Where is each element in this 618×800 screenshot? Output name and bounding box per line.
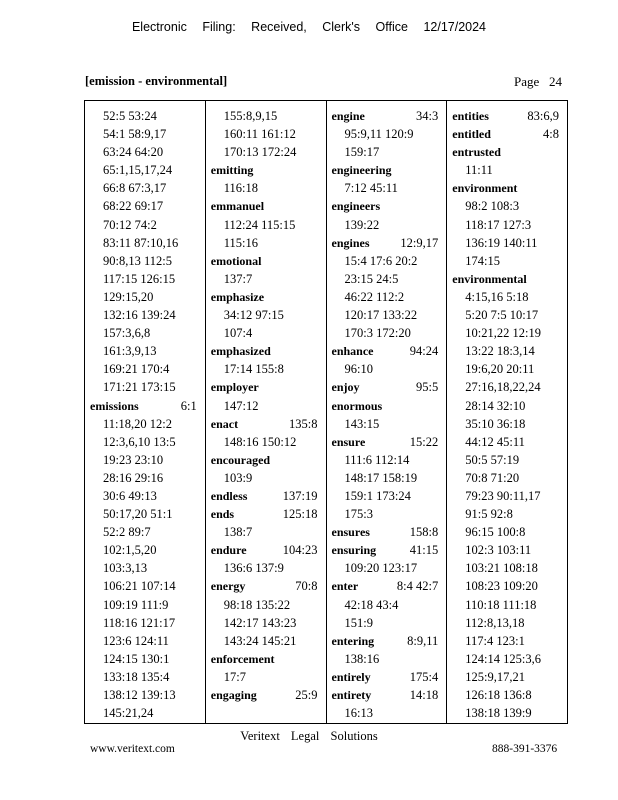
index-term-entry [327, 342, 447, 360]
index-refs-line: 112:24 115:15 [223, 217, 296, 232]
index-term: entering [331, 633, 375, 648]
index-term: endure [210, 543, 247, 558]
index-term: environmental [452, 271, 527, 286]
footer-company [0, 729, 618, 744]
index-term-entry [206, 577, 326, 595]
index-refs-line: 28:16 29:16 [103, 470, 164, 485]
index-refs-line: 110:18 111:18 [465, 597, 537, 612]
index-refs-line: 23:15 24:5 [344, 271, 399, 286]
index-refs-line: 70:12 74:2 [103, 217, 157, 232]
index-refs-line: 12:3,6,10 13:5 [103, 434, 176, 449]
index-term: engineering [331, 163, 392, 178]
index-refs-line: 15:4 17:6 20:2 [344, 253, 418, 268]
index-refs-line: 143:15 [344, 416, 380, 431]
index-refs-line: 157:3,6,8 [103, 326, 151, 341]
index-refs-line: 50:17,20 51:1 [103, 507, 173, 522]
index-term-entry [327, 541, 447, 559]
index-refs-line: 161:3,9,13 [103, 344, 157, 359]
index-term: ends [210, 507, 235, 522]
index-refs-line: 129:15,20 [103, 289, 154, 304]
filing-stamp [0, 20, 618, 34]
index-refs-line: 116:18 [223, 181, 259, 196]
page-label: Page [514, 74, 540, 89]
index-refs-line: 143:24 145:21 [223, 633, 297, 648]
index-refs-line: 10:21,22 12:19 [465, 326, 541, 341]
index-refs-line: 13:22 18:3,14 [465, 344, 535, 359]
index-refs-line: 44:12 45:11 [465, 434, 525, 449]
index-refs-line: 96:10 [344, 362, 373, 377]
index-term-refs: 70:8 [295, 579, 318, 594]
index-term-refs: 14:18 [409, 688, 439, 702]
index-term: emphasized [210, 344, 271, 359]
index-refs-line: 79:23 90:11,17 [465, 488, 541, 503]
index-refs-line: 112:8,13,18 [465, 615, 525, 630]
index-refs-line: 136:19 140:11 [465, 235, 538, 250]
index-refs-line: 19:23 23:10 [103, 452, 164, 467]
index-term-refs: 4:8 [543, 127, 559, 142]
index-refs-line: 175:3 [344, 507, 373, 522]
index-refs-line: 103:21 108:18 [465, 561, 538, 576]
index-refs-line: 108:23 109:20 [465, 579, 538, 594]
index-term-refs: 8:4 42:7 [396, 579, 439, 594]
index-refs-line: 96:15 100:8 [465, 525, 526, 540]
index-refs-line: 159:17 [344, 145, 380, 160]
index-refs-line: 109:20 123:17 [344, 561, 418, 576]
index-term: emitting [210, 163, 254, 178]
index-term: engines [331, 235, 370, 250]
filing-date: 12/17/2024 [423, 20, 487, 34]
index-refs-line: 170:13 172:24 [223, 145, 297, 160]
index-term-entry [206, 451, 326, 469]
index-term-entry [327, 577, 447, 595]
index-term: entirety [331, 688, 372, 702]
index-term: entitled [452, 127, 491, 142]
word-index-table [84, 100, 568, 724]
footer-word-legal: Legal [290, 729, 320, 743]
index-refs-line: 66:8 67:3,17 [103, 181, 167, 196]
index-range-header: [emission - environmental] [85, 74, 228, 88]
filing-word-clerks: Clerk's [322, 20, 361, 34]
index-refs-line: 42:18 43:4 [344, 597, 399, 612]
index-refs-line: 65:1,15,17,24 [103, 163, 173, 178]
index-refs-line: 28:14 32:10 [465, 398, 526, 413]
footer-phone: 888-391-3376 [492, 743, 558, 755]
index-term: ensuring [331, 543, 377, 558]
footer-word-solutions: Solutions [330, 729, 378, 743]
index-refs-line: 126:18 136:8 [465, 688, 532, 702]
index-refs-line: 159:1 173:24 [344, 488, 411, 503]
index-column-1 [85, 101, 206, 723]
index-term: emotional [210, 253, 262, 268]
index-term-refs: 41:15 [409, 543, 439, 558]
filing-word-received: Received, [251, 20, 307, 34]
index-refs-line: 132:16 139:24 [103, 308, 176, 323]
index-refs-line: 50:5 57:19 [465, 452, 520, 467]
index-refs-line: 54:1 58:9,17 [103, 127, 167, 142]
filing-word-electronic: Electronic [131, 20, 187, 34]
index-refs-line: 124:15 130:1 [103, 651, 170, 666]
index-refs-line: 102:3 103:11 [465, 543, 532, 558]
index-term-refs: 175:4 [409, 669, 439, 684]
index-term: employer [210, 380, 259, 395]
index-refs-line: 145:21,24 [103, 706, 154, 721]
index-refs-line: 4:15,16 5:18 [465, 289, 529, 304]
index-term-entry [327, 668, 447, 686]
index-term: enormous [331, 398, 383, 413]
index-term-refs: 25:9 [295, 688, 318, 702]
index-refs-line: 35:10 36:18 [465, 416, 526, 431]
index-term-refs: 34:3 [416, 109, 439, 123]
index-refs-line: 107:4 [223, 326, 253, 341]
index-column-4 [447, 101, 567, 723]
index-refs-line: 63:24 64:20 [103, 145, 164, 160]
index-refs-line: 83:11 87:10,16 [103, 235, 179, 250]
index-refs-line: 106:21 107:14 [103, 579, 176, 594]
index-term-entry [206, 197, 326, 215]
index-term-entry [206, 252, 326, 270]
index-term-refs: 95:5 [416, 380, 439, 395]
index-term-refs: 6:1 [180, 398, 197, 413]
index-term-entry [327, 397, 447, 415]
index-refs-line: 170:3 172:20 [344, 326, 411, 341]
footer-website: www.veritext.com [90, 743, 175, 755]
index-term: environment [452, 181, 518, 196]
index-refs-line: 124:14 125:3,6 [465, 651, 541, 666]
index-refs-line: 125:9,17,21 [465, 669, 525, 684]
index-refs-line: 34:12 97:15 [223, 308, 284, 323]
index-term-entry [327, 197, 447, 215]
index-column-2 [206, 101, 327, 723]
index-term: emmanuel [210, 199, 265, 214]
index-term: energy [210, 579, 246, 594]
index-refs-line: 11:11 [465, 163, 493, 178]
index-refs-line: 111:6 112:14 [344, 452, 410, 467]
index-refs-line: 98:2 108:3 [465, 199, 520, 214]
index-term-entry [206, 415, 326, 433]
index-refs-line: 27:16,18,22,24 [465, 380, 541, 395]
index-term-entry [327, 433, 447, 451]
index-term: enjoy [331, 380, 360, 395]
index-term: enact [210, 416, 239, 431]
index-refs-line: 109:19 111:9 [103, 597, 169, 612]
index-refs-line: 118:16 121:17 [103, 615, 176, 630]
index-refs-line: 103:3,13 [103, 561, 148, 576]
index-term-entry [447, 179, 567, 197]
index-refs-line: 138:12 139:13 [103, 688, 176, 702]
index-term-entry [206, 686, 326, 704]
index-refs-line: 68:22 69:17 [103, 199, 164, 214]
index-refs-line: 148:17 158:19 [344, 470, 418, 485]
index-refs-line: 118:17 127:3 [465, 217, 532, 232]
footer-word-veritext: Veritext [240, 729, 280, 743]
index-refs-line: 103:9 [223, 470, 253, 485]
index-refs-line: 169:21 170:4 [103, 362, 170, 377]
index-term-entry [327, 632, 447, 650]
index-term: engaging [210, 688, 257, 702]
index-term: entirely [331, 669, 371, 684]
index-term: enter [331, 579, 359, 594]
index-refs-line: 5:20 7:5 10:17 [465, 308, 539, 323]
index-refs-line: 174:15 [465, 253, 500, 268]
index-refs-line: 19:6,20 20:11 [465, 362, 535, 377]
index-refs-line: 139:22 [344, 217, 380, 232]
index-term-entry [447, 143, 567, 161]
index-term-entry [327, 686, 447, 704]
index-term-entry [206, 342, 326, 360]
index-refs-line: 70:8 71:20 [465, 470, 520, 485]
index-term: enforcement [210, 651, 275, 666]
index-term: entities [452, 109, 489, 123]
index-term: ensures [331, 525, 370, 540]
index-refs-line: 17:14 155:8 [223, 362, 284, 377]
index-term-refs: 158:8 [409, 525, 439, 540]
index-term: endless [210, 488, 248, 503]
index-refs-line: 91:5 92:8 [465, 507, 513, 522]
index-term: engineers [331, 199, 381, 214]
index-term-entry [206, 650, 326, 668]
index-term-refs: 94:24 [409, 344, 439, 359]
index-refs-line: 52:2 89:7 [103, 525, 151, 540]
index-refs-line: 17:7 [223, 669, 246, 684]
index-refs-line: 137:7 [223, 271, 253, 286]
index-term-entry [327, 107, 447, 125]
index-refs-line: 151:9 [344, 615, 373, 630]
index-term-refs: 8:9,11 [407, 633, 439, 648]
page-number: 24 [549, 74, 563, 89]
index-refs-line: 133:18 135:4 [103, 669, 170, 684]
index-refs-line: 136:6 137:9 [223, 561, 284, 576]
index-refs-line: 123:6 124:11 [103, 633, 169, 648]
index-term-entry [327, 378, 447, 396]
filing-word-office: Office [375, 20, 408, 34]
index-term-entry [206, 487, 326, 505]
index-refs-line: 46:22 112:2 [344, 289, 405, 304]
page-number-header [514, 74, 562, 90]
index-term-refs: 15:22 [409, 434, 439, 449]
index-refs-line: 90:8,13 112:5 [103, 253, 172, 268]
index-refs-line: 117:15 126:15 [103, 271, 176, 286]
index-refs-line: 52:5 53:24 [103, 109, 157, 123]
index-term-refs: 12:9,17 [400, 235, 439, 250]
index-term-entry [327, 523, 447, 541]
index-term-entry [327, 234, 447, 252]
index-refs-line: 98:18 135:22 [223, 597, 291, 612]
index-column-3 [327, 101, 448, 723]
index-refs-line: 138:18 139:9 [465, 706, 532, 721]
filing-word-filing: Filing: [202, 20, 236, 34]
index-refs-line: 115:16 [223, 235, 259, 250]
index-refs-line: 148:16 150:12 [223, 434, 297, 449]
index-refs-line: 138:7 [223, 525, 253, 540]
index-term-refs: 125:18 [282, 507, 318, 522]
index-refs-line: 120:17 133:22 [344, 308, 418, 323]
index-term: emphasize [210, 289, 265, 304]
index-term-entry [447, 125, 567, 143]
index-refs-line: 7:12 45:11 [344, 181, 398, 196]
index-term-entry [206, 505, 326, 523]
index-term: emissions [90, 398, 139, 413]
index-term: ensure [331, 434, 366, 449]
index-refs-line: 147:12 [223, 398, 259, 413]
index-term: encouraged [210, 452, 271, 467]
index-refs-line: 142:17 143:23 [223, 615, 297, 630]
index-term-entry [206, 161, 326, 179]
index-refs-line: 138:16 [344, 651, 380, 666]
index-term-entry [327, 161, 447, 179]
index-term: entrusted [452, 145, 501, 160]
index-refs-line: 102:1,5,20 [103, 543, 157, 558]
index-refs-line: 171:21 173:15 [103, 380, 176, 395]
index-term: engine [331, 109, 365, 123]
index-term-entry [447, 270, 567, 288]
index-refs-line: 155:8,9,15 [223, 109, 278, 123]
index-refs-line: 16:13 [344, 706, 373, 721]
index-term-entry [447, 107, 567, 125]
index-term-entry [206, 541, 326, 559]
index-refs-line: 160:11 161:12 [223, 127, 296, 142]
index-term-entry [206, 288, 326, 306]
index-term-entry [206, 378, 326, 396]
index-term-refs: 104:23 [282, 543, 318, 558]
index-term: enhance [331, 344, 374, 359]
index-term-refs: 137:19 [282, 488, 318, 503]
index-refs-line: 95:9,11 120:9 [344, 127, 414, 142]
index-refs-line: 30:6 49:13 [103, 488, 157, 503]
index-term-refs: 135:8 [289, 416, 318, 431]
index-refs-line: 117:4 123:1 [465, 633, 525, 648]
index-term-entry [85, 397, 205, 415]
index-term-refs: 83:6,9 [527, 109, 559, 123]
index-refs-line: 11:18,20 12:2 [103, 416, 172, 431]
